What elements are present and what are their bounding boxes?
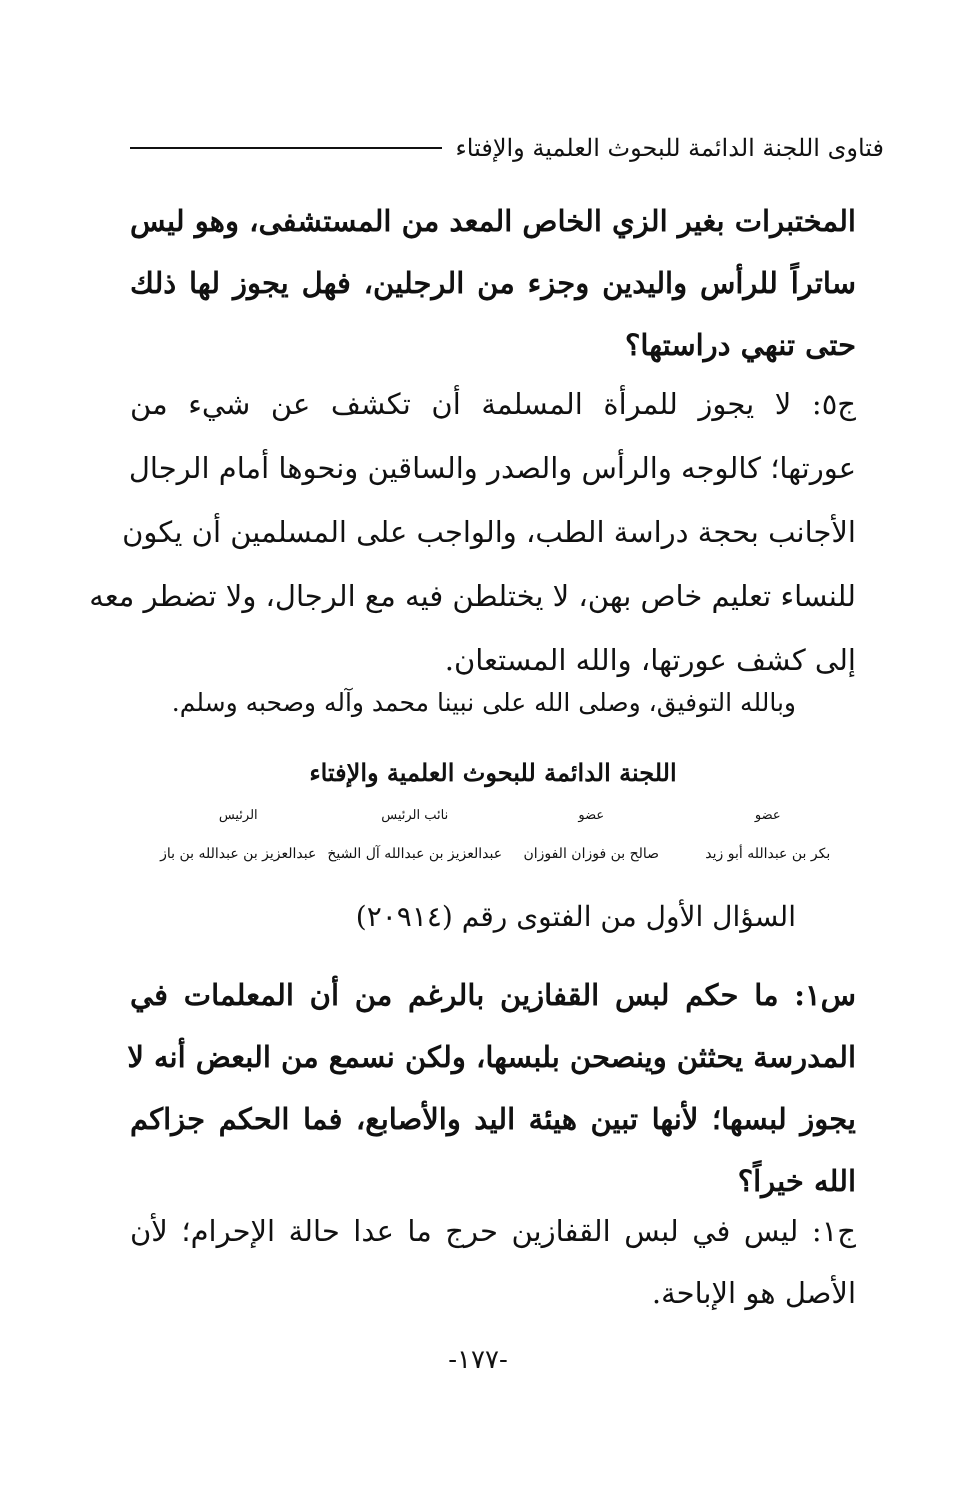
committee-title: اللجنة الدائمة للبحوث العلمية والإفتاء [309,758,677,787]
question-1-line: المدرسة يحثثن وينصحن بلبسها، ولكن نسمع من البعض أنه لا [127,1040,856,1074]
question-1-text [127,964,856,1212]
answer-5-line: عورتها؛ كالوجه والرأس والصدر والساقين ونحوها أمام الرجال [128,451,856,485]
question-5-line: ساتراً للرأس واليدين وجزء من الرجلين، فهل يجوز لها ذلك [130,266,856,300]
answer-5-line: إلى كشف عورتها، والله المستعان. [444,643,856,677]
question-5-line: حتى تنهي دراستها؟ [624,328,856,362]
running-header [130,128,884,168]
committee-names [150,846,856,862]
member-name: عبدالعزيز بن عبدالله آل الشيخ [327,846,503,862]
question-5-line: المختبرات بغير الزي الخاص المعد من المستشفى، وهو ليس [130,204,856,238]
member-role: الرئيس [218,808,258,823]
answer-5-line: الأجانب بحجة دراسة الطب، والواجب على المسلمين أن يكون [122,515,856,549]
answer-1-line: ج١: ليس في لبس القفازين حرج ما عدا حالة الإحرام؛ لأن [130,1214,856,1248]
closing-formula: وبالله التوفيق، وصلى الله على نبينا محمد وآله وصحبه وسلم. [171,688,796,717]
answer-5-line: ج٥: لا يجوز للمرأة المسلمة أن تكشف عن شيء من [130,387,856,421]
member-name: بكر بن عبدالله أبو زيد [705,846,831,862]
member-name: عبدالعزيز بن عبدالله بن باز [160,846,317,862]
fatwa-heading: السؤال الأول من الفتوى رقم (٢٠٩١٤) [355,900,796,933]
question-5-text [130,190,856,376]
member-role: عضو [578,808,605,823]
answer-1-text [130,1200,856,1324]
header-rule [130,147,442,149]
question-1-line: يجوز لبسها؛ لأنها تبين هيئة اليد والأصابع، فما الحكم جزاكم [130,1102,856,1136]
question-1-line: س١: ما حكم لبس القفازين بالرغم من أن المعلمات في [130,978,856,1012]
answer-1-line: الأصل هو الإباحة. [651,1276,856,1310]
question-1-line: الله خيراً؟ [737,1164,856,1198]
member-role: عضو [754,808,781,823]
answer-5-line: للنساء تعليم خاص بهن، لا يختلطن فيه مع الرجال، ولا تضطر معه [89,579,856,613]
answer-5-text [89,372,856,692]
committee-roles [150,808,856,823]
member-name: صالح بن فوزان الفوزان [523,846,660,862]
header-title: فتاوى اللجنة الدائمة للبحوث العلمية والإفتاء [455,134,884,162]
member-role: نائب الرئيس [381,808,449,823]
page-number: -١٧٧- [448,1345,508,1375]
